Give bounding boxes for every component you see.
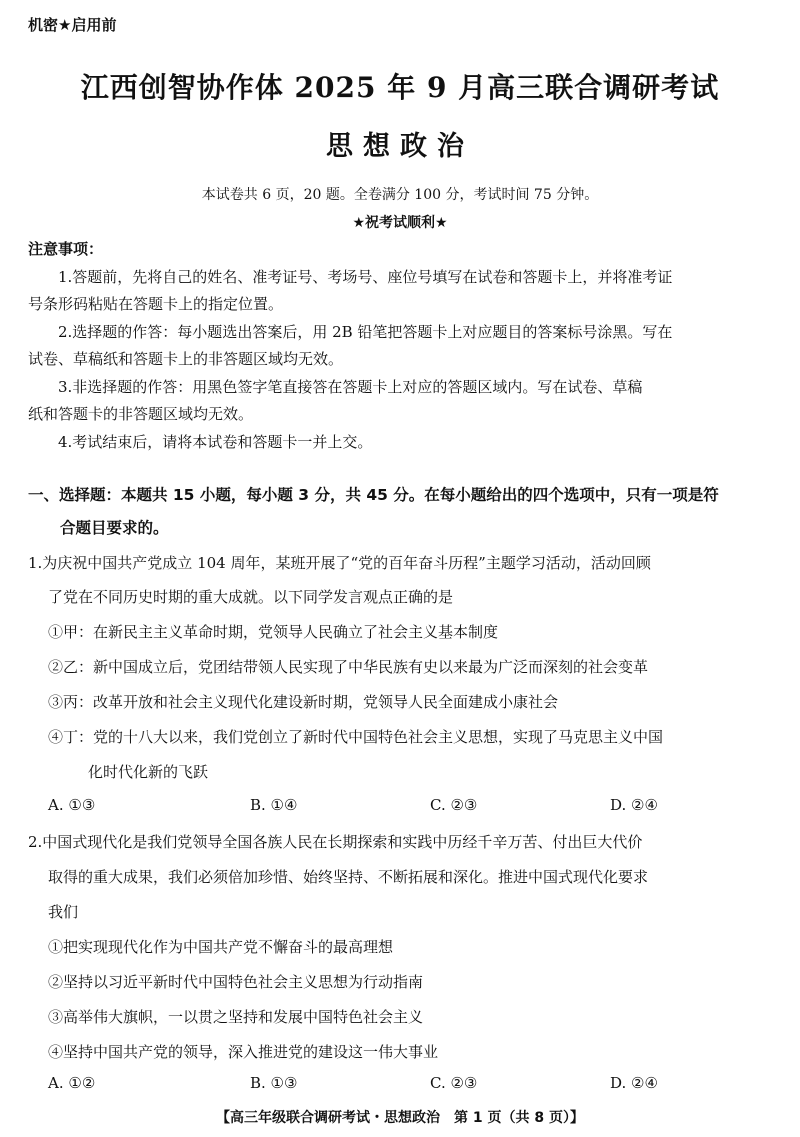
subject-title: 思想政治 [326,131,474,162]
notice-line: 号条形码粘贴在答题卡上的指定位置。 [28,295,284,313]
section-heading-cont: 合题目要求的。 [60,519,169,537]
question-1-stem: 了党在不同历史时期的重大成就。以下同学发言观点正确的是 [48,588,454,606]
question-1-item: ②乙：新中国成立后，党团结带领人民实现了中华民族有史以来最为广泛而深刻的社会变革 [48,658,649,676]
exam-title: 江西创智协作体 2025 年 9 月高三联合调研考试 [80,71,720,104]
notice-title: 注意事项： [28,240,104,258]
question-1-item: 化时代化新的飞跃 [88,763,209,781]
question-2-item: ③高举伟大旗帜，一以贯之坚持和发展中国特色社会主义 [48,1008,424,1026]
question-1-item: ③丙：改革开放和社会主义现代化建设新时期，党领导人民全面建成小康社会 [48,693,559,711]
question-1-item: ④丁：党的十八大以来，我们党创立了新时代中国特色社会主义思想，实现了马克思主义中国 [48,728,664,746]
question-2-stem: 我们 [48,903,79,921]
question-2-stem: 2.中国式现代化是我们党领导全国各族人民在长期探索和实践中历经千辛万苦、付出巨大代价 [28,833,643,851]
section-heading: 一、选择题：本题共 15 小题，每小题 3 分，共 45 分。在每小题给出的四个选项中，只有一项是符 [28,486,719,504]
question-1-item: ①甲：在新民主主义革命时期，党领导人民确立了社会主义基本制度 [48,623,499,641]
question-1-stem: 1.为庆祝中国共产党成立 104 周年，某班开展了“党的百年奋斗历程”主题学习活动，活动回顾 [28,554,651,572]
question-1-option-b[interactable]: B. ①④ [250,796,298,814]
notice-line: 纸和答题卡的非答题区域均无效。 [28,405,254,423]
question-2-option-b[interactable]: B. ①③ [250,1074,298,1092]
notice-line: 1.答题前，先将自己的姓名、准考证号、考场号、座位号填写在试卷和答题卡上，并将准考证 [58,268,673,286]
confidential-label: 机密★启用前 [28,16,117,34]
question-1-option-c[interactable]: C. ②③ [430,796,478,814]
question-1-option-a[interactable]: A. ①③ [48,796,96,814]
good-luck-text: ★祝考试顺利★ [352,215,448,231]
notice-line: 2.选择题的作答：每小题选出答案后，用 2B 铅笔把答题卡上对应题目的答案标号涂黑。写在 [58,323,673,341]
question-2-item: ②坚持以习近平新时代中国特色社会主义思想为行动指南 [48,973,424,991]
question-1-option-d[interactable]: D. ②④ [610,796,658,814]
question-2-option-a[interactable]: A. ①② [48,1074,96,1092]
exam-info: 本试卷共 6 页，20 题。全卷满分 100 分，考试时间 75 分钟。 [201,187,599,203]
notice-line: 试卷、草稿纸和答题卡上的非答题区域均无效。 [28,350,344,368]
question-2-option-c[interactable]: C. ②③ [430,1074,478,1092]
notice-line: 3.非选择题的作答：用黑色签字笔直接答在答题卡上对应的答题区域内。写在试卷、草稿 [58,378,643,396]
page-footer: 【高三年级联合调研考试・思想政治 第 1 页（共 8 页）】 [216,1110,584,1126]
question-2-item: ④坚持中国共产党的领导，深入推进党的建设这一伟大事业 [48,1043,439,1061]
question-2-option-d[interactable]: D. ②④ [610,1074,658,1092]
notice-line: 4.考试结束后，请将本试卷和答题卡一并上交。 [58,433,373,451]
question-2-item: ①把实现现代化作为中国共产党不懈奋斗的最高理想 [48,938,394,956]
question-2-stem: 取得的重大成果，我们必须倍加珍惜、始终坚持、不断拓展和深化。推进中国式现代化要求 [48,868,649,886]
